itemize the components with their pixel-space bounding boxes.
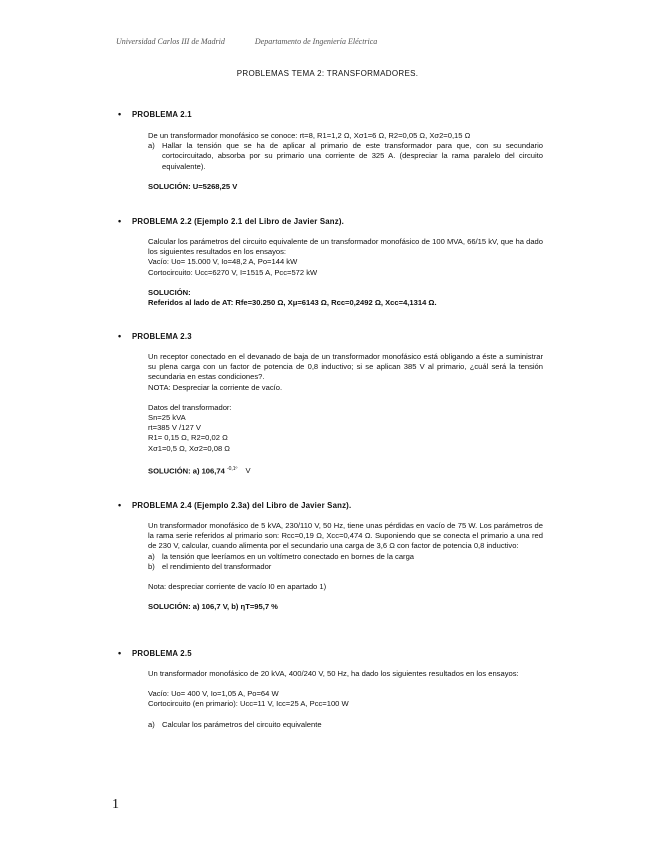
problem-2-3-data-x: Xσ1=0,5 Ω, Xσ2=0,08 Ω	[148, 443, 230, 453]
problem-2-2-solution: Referidos al lado de AT: Rfe=30.250 Ω, Xμ=6143 Ω, Rcc=0,2492 Ω, Xcc=4,1314 Ω.	[148, 298, 437, 308]
problem-2-5-title: • PROBLEMA 2.5	[132, 649, 192, 658]
problem-2-5-vacio: Vacío: Uo= 400 V, Io=1,05 A, Po=64 W	[148, 689, 279, 699]
problem-2-1-item-a	[148, 141, 543, 172]
problem-2-2-body	[148, 237, 543, 308]
problem-2-3-body	[148, 352, 543, 477]
problem-2-2-vacio: Vacío: Uo= 15.000 V, Io=48,2 A, Po=144 kW	[148, 257, 298, 267]
problem-2-5-intro: Un transformador monofásico de 20 kVA, 400/240 V, 50 Hz, ha dado los siguientes resultados en los ensayos:	[148, 669, 519, 678]
problem-2-3-note: NOTA: Despreciar la corriente de vacío.	[148, 382, 283, 392]
problem-2-3-data-head: Datos del transformador:	[148, 402, 232, 412]
item-a-text: Calcular los parámetros del circuito equivalente	[162, 719, 322, 729]
problem-2-2-solution-head: SOLUCIÓN:	[148, 287, 191, 297]
problem-2-1-body	[148, 131, 543, 192]
item-a-label: a)	[148, 551, 155, 561]
problem-2-3-intro: Un receptor conectado en el devanado de baja de un transformador monofásico está obligando a éste a suministrar su plena carga con un factor de potencia de 0,8 inductivo; si se aplican 385 V al primario, ¿cuál será la tensión secundaria en estas condiciones?.	[148, 352, 543, 382]
page-header	[116, 37, 405, 46]
problem-2-3-title: • PROBLEMA 2.3	[132, 332, 192, 341]
problem-2-2-title: • PROBLEMA 2.2 (Ejemplo 2.1 del Libro de Javier Sanz).	[132, 217, 344, 226]
page-number: 1	[112, 797, 119, 812]
university-name: Universidad Carlos III de Madrid	[116, 37, 225, 46]
problem-2-2-cortocircuito: Cortocircuito: Ucc=6270 V, I=1515 A, Pcc=572 kW	[148, 267, 318, 277]
item-a-text: Hallar la tensión que se ha de aplicar al primario de este transformador para que, con su secundario cortocircuitado, absorba por su primario una corriente de 325 A. (despreciar la rama paralelo del circuito equivalente).	[162, 141, 543, 171]
problem-2-1-solution: SOLUCIÓN: U=5268,25 V	[148, 181, 238, 191]
solution-unit: V	[245, 466, 251, 476]
problem-2-4-title: • PROBLEMA 2.4 (Ejemplo 2.3a) del Libro de Javier Sanz).	[132, 501, 351, 510]
problem-2-2-intro: Calcular los parámetros del circuito equivalente de un transformador monofásico de 100 MVA, 66/15 kV, que ha dado los siguientes resultados en los ensayos:	[148, 237, 543, 257]
problem-2-4-body	[148, 521, 543, 612]
problem-2-1-intro: De un transformador monofásico se conoce: rt=8, R1=1,2 Ω, Xσ1=6 Ω, R2=0,05 Ω, Xσ2=0,15 Ω	[148, 131, 471, 140]
problem-2-5-body	[148, 669, 543, 730]
document-title: PROBLEMAS TEMA 2: TRANSFORMADORES.	[236, 69, 419, 78]
problem-2-3-data-rt: rt=385 V /127 V	[148, 423, 201, 433]
problem-2-3-data-r: R1= 0,15 Ω, R2=0,02 Ω	[148, 433, 228, 443]
problem-2-5-cortocircuito: Cortocircuito (en primario): Ucc=11 V, Icc=25 A, Pcc=100 W	[148, 699, 349, 709]
item-b-label: b)	[148, 561, 155, 571]
problem-2-4-item-b	[148, 562, 543, 572]
problem-2-4-item-a	[148, 552, 543, 562]
item-a-label: a)	[148, 141, 155, 151]
problem-2-4-solution: SOLUCIÓN: a) 106,7 V, b) ηT=95,7 %	[148, 602, 278, 612]
problem-2-4-note: Nota: despreciar corriente de vacío I0 en apartado 1)	[148, 582, 327, 592]
department-name: Departamento de Ingeniería Eléctrica	[254, 37, 378, 46]
problem-2-5-item-a	[148, 720, 543, 730]
problem-2-3-solution	[148, 464, 543, 477]
problem-2-4-intro: Un transformador monofásico de 5 kVA, 230/110 V, 50 Hz, tiene unas pérdidas en vacío de 75 W. Los parámetros de la rama serie referidos al primario son: Rcc=0,19 Ω, Xcc=0,474 Ω. Suponiendo que se conecta el primario a una red de 230 V, calcular, cuando alimenta por el secundario una carga de 3,6 Ω con factor de potencia 0,8 inductivo:	[148, 521, 543, 551]
problem-2-3-data-sn: Sn=25 kVA	[148, 413, 186, 423]
item-a-label: a)	[148, 719, 155, 729]
solution-angle: -0,1º	[226, 465, 238, 472]
problem-2-1-title: • PROBLEMA 2.1	[132, 110, 192, 119]
item-a-text: la tensión que leeríamos en un voltímetro conectado en bornes de la carga	[162, 551, 415, 561]
solution-value: SOLUCIÓN: a) 106,74	[148, 466, 225, 476]
item-b-text: el rendimiento del transformador	[162, 561, 272, 571]
